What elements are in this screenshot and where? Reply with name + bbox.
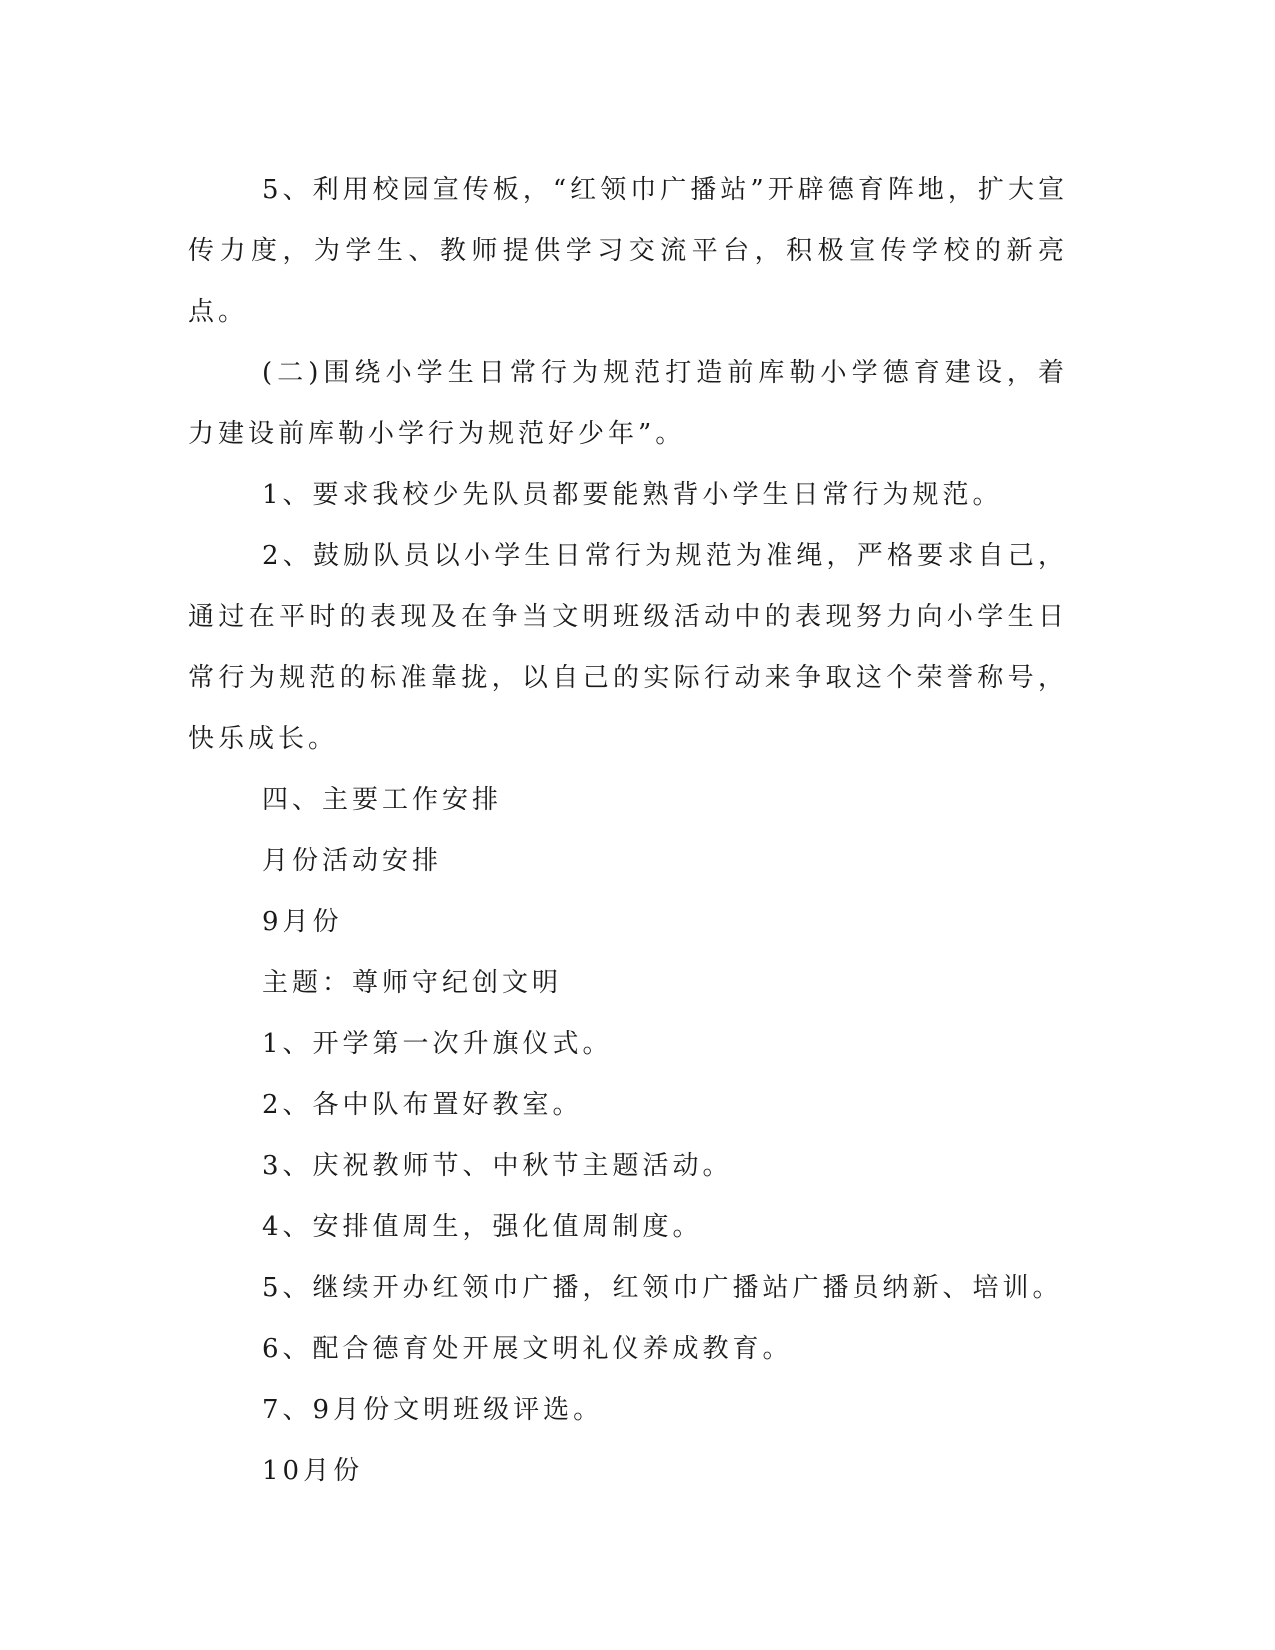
schedule-heading: 月份活动安排 (262, 846, 443, 876)
list-item: 6、配合德育处开展文明礼仪养成教育。 (262, 1334, 793, 1364)
list-item: 3、庆祝教师节、中秋节主题活动。 (262, 1151, 733, 1181)
section-heading-work-plan: 四、主要工作安排 (262, 785, 503, 815)
list-item: 4、安排值周生，强化值周制度。 (262, 1212, 703, 1242)
paragraph-item-1: 1、要求我校少先队员都要能熟背小学生日常行为规范。 (262, 480, 1003, 510)
document-body (188, 160, 1068, 1502)
list-item: 7、9月份文明班级评选。 (262, 1395, 604, 1425)
theme-line: 主题：尊师守纪创文明 (262, 968, 563, 998)
paragraph-section-two: (二)围绕小学生日常行为规范打造前库勒小学德育建设，着力建设前库勒小学行为规范好少年”。 (188, 358, 1068, 449)
month-september: 9月份 (262, 907, 343, 937)
list-item: 1、开学第一次升旗仪式。 (262, 1029, 613, 1059)
month-october: 10月份 (262, 1456, 364, 1486)
paragraph-item-2: 2、鼓励队员以小学生日常行为规范为准绳，严格要求自己，通过在平时的表现及在争当文明班级活动中的表现努力向小学生日常行为规范的标准靠拢，以自己的实际行动来争取这个荣誉称号，快乐成长。 (188, 541, 1068, 754)
list-item: 2、各中队布置好教室。 (262, 1090, 583, 1120)
list-item: 5、继续开办红领巾广播，红领巾广播站广播员纳新、培训。 (262, 1273, 1063, 1303)
paragraph-publicity: 5、利用校园宣传板，“红领巾广播站”开辟德育阵地，扩大宣传力度，为学生、教师提供学习交流平台，积极宣传学校的新亮点。 (188, 175, 1068, 327)
